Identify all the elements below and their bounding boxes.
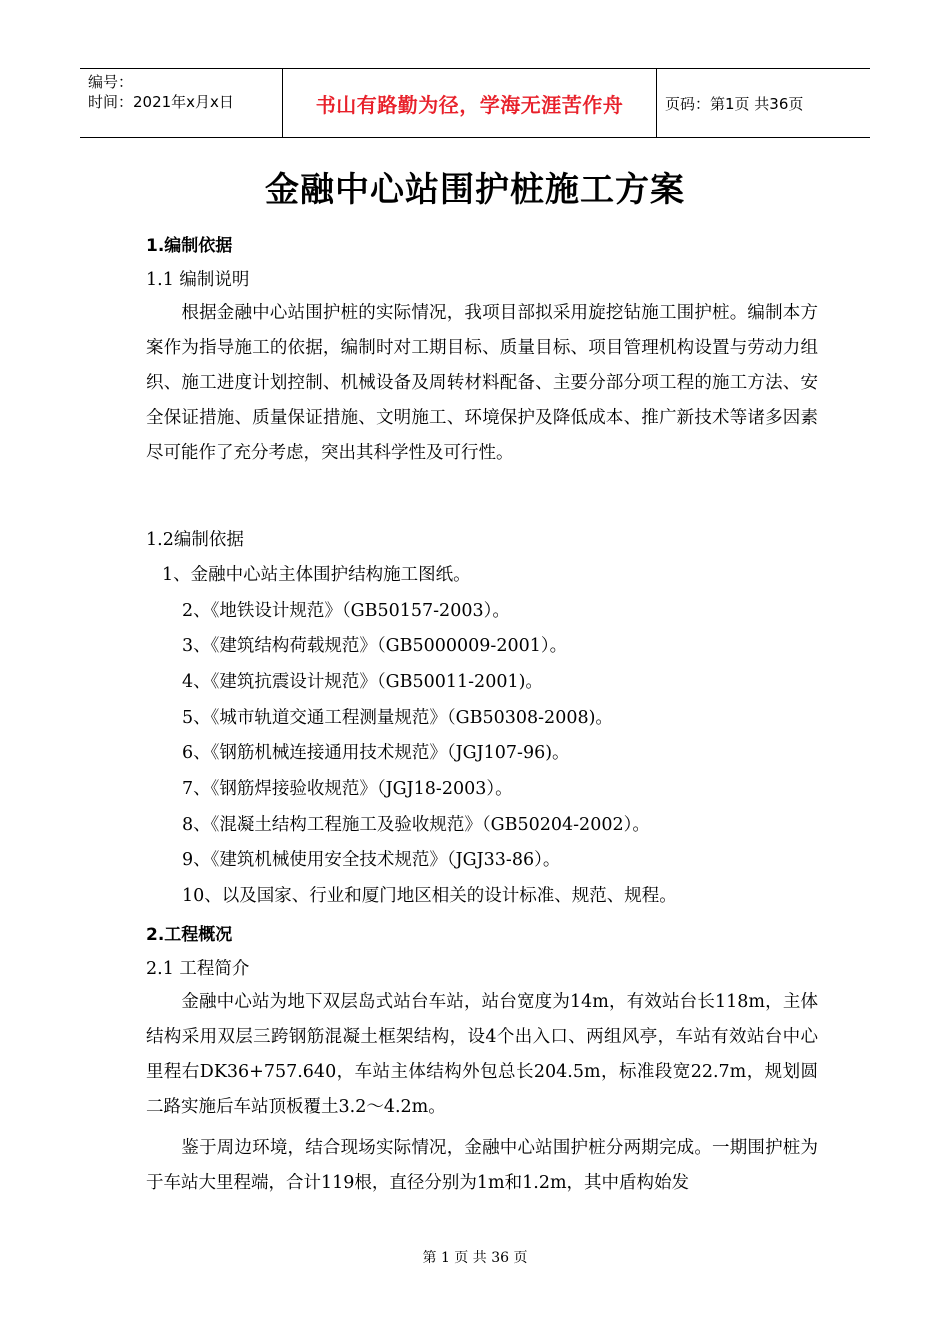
reference-item: 4、《建筑抗震设计规范》（GB50011-2001)。 <box>182 672 543 692</box>
reference-item: 10、以及国家、行业和厦门地区相关的设计标准、规范、规程。 <box>182 886 677 906</box>
page-footer: 第 1 页 共 36 页 <box>422 1250 528 1266</box>
reference-item: 6、《钢筋机械连接通用技术规范》（JGJ107-96)。 <box>182 743 570 763</box>
reference-item: 9、《建筑机械使用安全技术规范》（JGJ33-86）。 <box>182 850 561 870</box>
reference-item: 3、《建筑结构荷载规范》（GB5000009-2001）。 <box>182 636 568 656</box>
document-title: 金融中心站围护桩施工方案 <box>265 170 685 210</box>
header-left-cell <box>80 69 282 137</box>
reference-item: 2、《地铁设计规范》（GB50157-2003）。 <box>182 601 510 621</box>
paragraph-2-1: 金融中心站为地下双层岛式站台车站，站台宽度为14m，有效站台长118m，主体结构采用双层三跨钢筋混凝土框架结构，设4个出入口、两组风亭，车站有效站台中心里程右DK36+757.640，车站主体结构外包总长204.5m，标准段宽22.7m，规划圆二路实施后车站顶板覆土3.2～4.2m。 <box>146 992 818 1117</box>
reference-item: 5、《城市轨道交通工程测量规范》（GB50308-2008)。 <box>182 708 613 728</box>
document-number-label: 编号： <box>88 73 134 91</box>
reference-item: 7、《钢筋焊接验收规范》（JGJ18-2003）。 <box>182 779 513 799</box>
paragraph-2-2: 鉴于周边环境，结合现场实际情况，金融中心站围护桩分两期完成。一期围护桩为于车站大里程端，合计119根，直径分别为1m和1.2m，其中盾构始发 <box>146 1138 818 1193</box>
document-date: 时间：2021年x月x日 <box>88 93 234 111</box>
header-motto: 书山有路勤为径，学海无涯苦作舟 <box>315 92 624 117</box>
subsection-heading-1-1: 1.1 编制说明 <box>146 270 250 290</box>
reference-item: 8、《混凝土结构工程施工及验收规范》（GB50204-2002）。 <box>182 815 650 835</box>
paragraph-1-1: 根据金融中心站围护桩的实际情况，我项目部拟采用旋挖钻施工围护桩。编制本方案作为指导施工的依据，编制时对工期目标、质量目标、项目管理机构设置与劳动力组织、施工进度计划控制、机械设备及周转材料配备、主要分部分项工程的施工方法、安全保证措施、质量保证措施、文明施工、环境保护及降低成本、推广新技术等诸多因素尽可能作了充分考虑，突出其科学性及可行性。 <box>146 303 818 463</box>
header-table <box>80 68 870 138</box>
header-motto-cell <box>282 69 657 137</box>
reference-item: 1、金融中心站主体围护结构施工图纸。 <box>162 565 471 585</box>
section-heading-1: 1.编制依据 <box>146 236 233 256</box>
subsection-heading-2-1: 2.1 工程简介 <box>146 959 250 979</box>
header-page-info: 页码：第1页 共36页 <box>665 94 804 113</box>
subsection-heading-1-2: 1.2编制依据 <box>146 530 244 550</box>
section-heading-2: 2.工程概况 <box>146 925 233 945</box>
